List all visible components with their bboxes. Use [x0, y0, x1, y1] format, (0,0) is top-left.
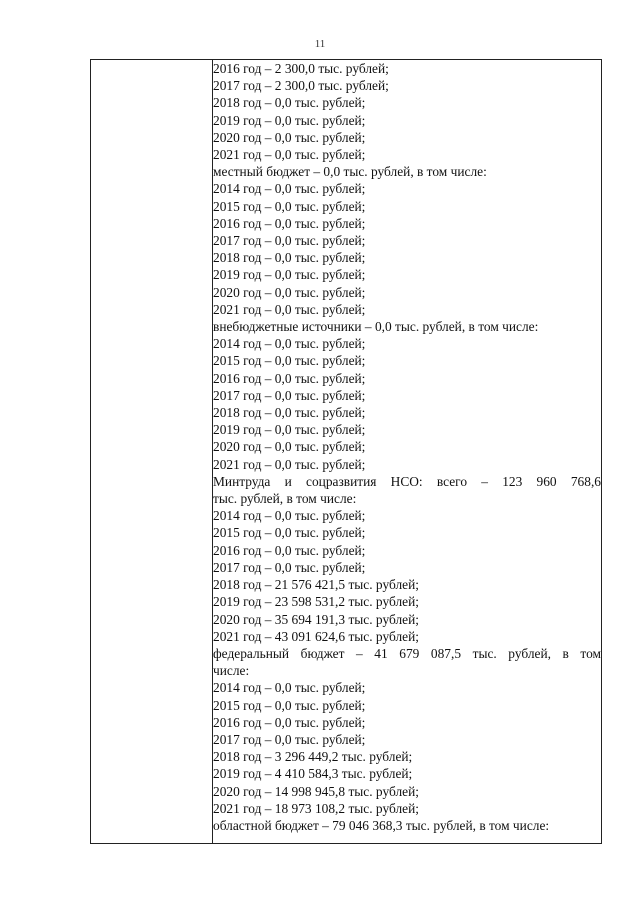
text-line: 2021 год – 0,0 тыс. рублей; — [213, 456, 366, 472]
text-line: 2018 год – 0,0 тыс. рублей; — [213, 95, 366, 111]
text-line: 2018 год – 0,0 тыс. рублей; — [213, 250, 366, 266]
text-line: 2018 год – 3 296 449,2 тыс. рублей; — [213, 749, 413, 765]
financing-table — [90, 59, 602, 844]
text-line: 2015 год – 0,0 тыс. рублей; — [213, 525, 366, 541]
text-line: федеральный бюджет – 41 679 087,5 тыс. рублей, в том — [213, 645, 601, 661]
text-line: 2019 год – 0,0 тыс. рублей; — [213, 267, 366, 283]
text-line: тыс. рублей, в том числе: — [213, 491, 357, 507]
text-line: 2017 год – 2 300,0 тыс. рублей; — [213, 78, 389, 94]
text-line: 2015 год – 0,0 тыс. рублей; — [213, 353, 366, 369]
text-line: числе: — [213, 663, 250, 679]
text-line: 2017 год – 0,0 тыс. рублей; — [213, 387, 366, 403]
text-line: 2014 год – 0,0 тыс. рублей; — [213, 336, 366, 352]
table-row — [91, 60, 602, 844]
text-line: 2017 год – 0,0 тыс. рублей; — [213, 233, 366, 249]
text-line: 2018 год – 21 576 421,5 тыс. рублей; — [213, 577, 419, 593]
text-line: 2021 год – 18 973 108,2 тыс. рублей; — [213, 800, 419, 816]
text-line: 2014 год – 0,0 тыс. рублей; — [213, 508, 366, 524]
text-line: 2014 год – 0,0 тыс. рублей; — [213, 181, 366, 197]
text-line: 2016 год – 2 300,0 тыс. рублей; — [213, 61, 389, 76]
text-line: 2019 год – 0,0 тыс. рублей; — [213, 422, 366, 438]
text-line: Минтруда и соцразвития НСО: всего – 123 960 768,6 — [213, 473, 601, 489]
funding-lines — [213, 60, 601, 834]
text-line: 2016 год – 0,0 тыс. рублей; — [213, 714, 366, 730]
text-line: 2020 год – 14 998 945,8 тыс. рублей; — [213, 783, 419, 799]
text-line: 2016 год – 0,0 тыс. рублей; — [213, 542, 366, 558]
text-line: внебюджетные источники – 0,0 тыс. рублей, в том числе: — [213, 319, 539, 335]
text-line: 2020 год – 0,0 тыс. рублей; — [213, 439, 366, 455]
text-line: 2018 год – 0,0 тыс. рублей; — [213, 405, 366, 421]
text-line: 2016 год – 0,0 тыс. рублей; — [213, 370, 366, 386]
text-line: 2021 год – 0,0 тыс. рублей; — [213, 301, 366, 317]
text-line: 2021 год – 0,0 тыс. рублей; — [213, 147, 366, 163]
text-line: 2017 год – 0,0 тыс. рублей; — [213, 731, 366, 747]
text-line: 2019 год – 4 410 584,3 тыс. рублей; — [213, 766, 413, 782]
text-line: 2020 год – 0,0 тыс. рублей; — [213, 284, 366, 300]
page-number: 11 — [314, 38, 326, 50]
text-line: 2017 год – 0,0 тыс. рублей; — [213, 559, 366, 575]
text-line: местный бюджет – 0,0 тыс. рублей, в том числе: — [213, 164, 487, 180]
right-column-cell — [213, 60, 602, 844]
text-line: 2014 год – 0,0 тыс. рублей; — [213, 680, 366, 696]
text-line: 2020 год – 0,0 тыс. рублей; — [213, 129, 366, 145]
text-line: областной бюджет – 79 046 368,3 тыс. рублей, в том числе: — [213, 817, 550, 833]
text-line: 2015 год – 0,0 тыс. рублей; — [213, 198, 366, 214]
left-column-cell — [91, 60, 213, 844]
text-line: 2019 год – 0,0 тыс. рублей; — [213, 112, 366, 128]
text-line: 2016 год – 0,0 тыс. рублей; — [213, 215, 366, 231]
text-line: 2015 год – 0,0 тыс. рублей; — [213, 697, 366, 713]
text-line: 2021 год – 43 091 624,6 тыс. рублей; — [213, 628, 419, 644]
text-line: 2020 год – 35 694 191,3 тыс. рублей; — [213, 611, 419, 627]
text-line: 2019 год – 23 598 531,2 тыс. рублей; — [213, 594, 419, 610]
